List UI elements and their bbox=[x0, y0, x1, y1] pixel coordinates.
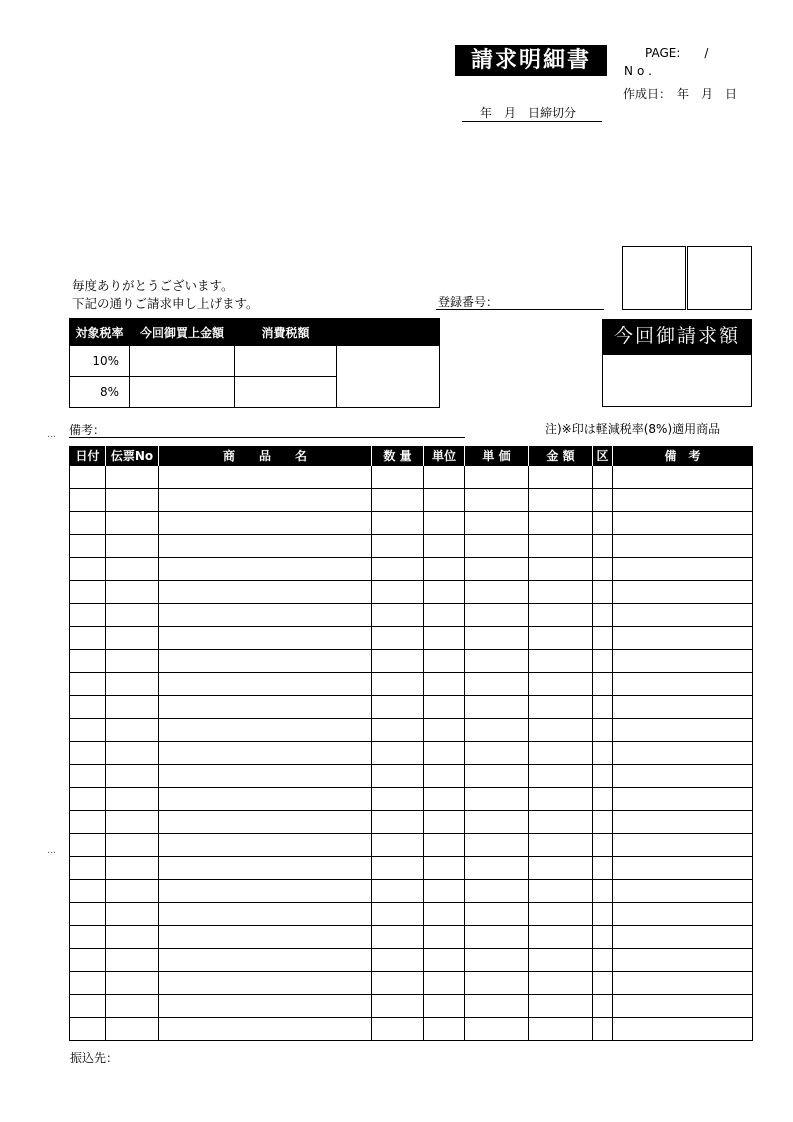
table-row bbox=[70, 949, 753, 972]
col-amount: 金 額 bbox=[529, 446, 593, 466]
table-cell bbox=[529, 788, 593, 811]
table-cell bbox=[465, 489, 529, 512]
table-cell bbox=[372, 466, 424, 489]
tax-header-blank bbox=[337, 319, 440, 346]
margin-mark-middle: … bbox=[47, 846, 56, 856]
table-cell bbox=[613, 627, 753, 650]
remarks-label: 備考： bbox=[69, 423, 106, 437]
table-cell bbox=[106, 627, 159, 650]
table-cell bbox=[593, 857, 613, 880]
table-cell bbox=[593, 880, 613, 903]
table-cell bbox=[372, 489, 424, 512]
table-row bbox=[70, 558, 753, 581]
table-cell bbox=[593, 811, 613, 834]
table-cell bbox=[106, 857, 159, 880]
table-cell bbox=[70, 926, 106, 949]
table-cell bbox=[593, 765, 613, 788]
table-cell bbox=[372, 581, 424, 604]
table-cell bbox=[159, 627, 372, 650]
table-row bbox=[70, 604, 753, 627]
document-title: 請求明細書 bbox=[455, 45, 607, 76]
table-cell bbox=[372, 558, 424, 581]
table-row bbox=[70, 719, 753, 742]
table-cell bbox=[593, 719, 613, 742]
table-row bbox=[70, 696, 753, 719]
table-cell bbox=[613, 558, 753, 581]
table-cell bbox=[613, 972, 753, 995]
table-cell bbox=[159, 811, 372, 834]
table-cell bbox=[593, 742, 613, 765]
table-cell bbox=[70, 604, 106, 627]
table-cell bbox=[106, 558, 159, 581]
table-cell bbox=[372, 512, 424, 535]
col-unit: 単位 bbox=[424, 446, 465, 466]
table-cell bbox=[529, 995, 593, 1018]
remarks-underline bbox=[69, 437, 465, 438]
table-cell bbox=[372, 627, 424, 650]
table-cell bbox=[372, 903, 424, 926]
table-cell bbox=[70, 558, 106, 581]
table-cell bbox=[424, 995, 465, 1018]
table-cell bbox=[529, 742, 593, 765]
table-cell bbox=[159, 857, 372, 880]
table-cell bbox=[159, 696, 372, 719]
table-cell bbox=[465, 880, 529, 903]
table-cell bbox=[593, 512, 613, 535]
col-quantity: 数 量 bbox=[372, 446, 424, 466]
table-cell bbox=[372, 995, 424, 1018]
margin-mark-top: … bbox=[47, 430, 56, 440]
table-cell bbox=[465, 673, 529, 696]
table-cell bbox=[70, 650, 106, 673]
table-cell bbox=[613, 581, 753, 604]
table-cell bbox=[613, 995, 753, 1018]
table-cell bbox=[465, 1018, 529, 1041]
table-cell bbox=[159, 673, 372, 696]
table-cell bbox=[106, 489, 159, 512]
table-cell bbox=[424, 696, 465, 719]
table-cell bbox=[424, 719, 465, 742]
table-cell bbox=[372, 765, 424, 788]
tax-rate-10: 10% bbox=[70, 346, 130, 377]
table-cell bbox=[613, 650, 753, 673]
table-cell bbox=[529, 581, 593, 604]
table-cell bbox=[159, 972, 372, 995]
detail-table-body bbox=[70, 466, 753, 1041]
table-cell bbox=[613, 788, 753, 811]
table-cell bbox=[159, 535, 372, 558]
tax-summary-table bbox=[69, 318, 440, 408]
table-row bbox=[70, 1018, 753, 1041]
table-cell bbox=[613, 903, 753, 926]
table-row bbox=[70, 742, 753, 765]
table-cell bbox=[106, 972, 159, 995]
table-cell bbox=[372, 880, 424, 903]
table-cell bbox=[593, 581, 613, 604]
table-cell bbox=[372, 834, 424, 857]
table-cell bbox=[465, 834, 529, 857]
table-cell bbox=[106, 880, 159, 903]
table-cell bbox=[70, 834, 106, 857]
table-cell bbox=[613, 535, 753, 558]
table-cell bbox=[372, 696, 424, 719]
grand-total-box bbox=[602, 354, 752, 407]
col-slip-no: 伝票No bbox=[106, 446, 159, 466]
table-row bbox=[70, 903, 753, 926]
table-cell bbox=[529, 719, 593, 742]
table-cell bbox=[70, 857, 106, 880]
table-cell bbox=[372, 788, 424, 811]
table-cell bbox=[424, 926, 465, 949]
table-cell bbox=[593, 972, 613, 995]
table-cell bbox=[465, 719, 529, 742]
table-cell bbox=[593, 1018, 613, 1041]
table-cell bbox=[159, 558, 372, 581]
table-cell bbox=[593, 673, 613, 696]
table-cell bbox=[106, 834, 159, 857]
table-cell bbox=[613, 466, 753, 489]
table-row bbox=[70, 673, 753, 696]
greeting-line-2: 下記の通りご請求申し上げます。 bbox=[72, 296, 259, 311]
table-cell bbox=[372, 949, 424, 972]
table-cell bbox=[529, 489, 593, 512]
table-cell bbox=[529, 811, 593, 834]
table-row bbox=[70, 995, 753, 1018]
greeting-line-1: 毎度ありがとうございます。 bbox=[72, 278, 234, 293]
table-cell bbox=[159, 765, 372, 788]
table-cell bbox=[529, 466, 593, 489]
table-cell bbox=[159, 489, 372, 512]
col-date: 日付 bbox=[70, 446, 106, 466]
table-cell bbox=[159, 788, 372, 811]
table-cell bbox=[593, 696, 613, 719]
table-cell bbox=[465, 604, 529, 627]
table-cell bbox=[372, 535, 424, 558]
table-cell bbox=[424, 581, 465, 604]
table-cell bbox=[465, 857, 529, 880]
table-cell bbox=[70, 811, 106, 834]
table-cell bbox=[159, 466, 372, 489]
tax-amount-10 bbox=[130, 346, 235, 377]
table-cell bbox=[70, 489, 106, 512]
table-cell bbox=[613, 719, 753, 742]
table-cell bbox=[106, 765, 159, 788]
table-cell bbox=[613, 857, 753, 880]
table-cell bbox=[159, 903, 372, 926]
table-cell bbox=[424, 811, 465, 834]
table-cell bbox=[593, 834, 613, 857]
table-cell bbox=[106, 742, 159, 765]
table-cell bbox=[529, 926, 593, 949]
table-row bbox=[70, 581, 753, 604]
tax-header-rate: 対象税率 bbox=[70, 319, 130, 346]
table-cell bbox=[106, 926, 159, 949]
table-cell bbox=[593, 489, 613, 512]
table-cell bbox=[106, 696, 159, 719]
table-cell bbox=[372, 1018, 424, 1041]
table-cell bbox=[424, 857, 465, 880]
table-cell bbox=[70, 535, 106, 558]
table-cell bbox=[465, 742, 529, 765]
table-cell bbox=[70, 788, 106, 811]
table-cell bbox=[593, 558, 613, 581]
seal-box-right bbox=[687, 246, 752, 310]
table-cell bbox=[613, 673, 753, 696]
table-cell bbox=[529, 880, 593, 903]
table-cell bbox=[70, 673, 106, 696]
table-cell bbox=[159, 650, 372, 673]
table-cell bbox=[424, 949, 465, 972]
table-cell bbox=[106, 650, 159, 673]
table-cell bbox=[465, 811, 529, 834]
table-cell bbox=[465, 903, 529, 926]
registration-number-underline bbox=[436, 309, 604, 310]
table-cell bbox=[529, 903, 593, 926]
table-cell bbox=[465, 765, 529, 788]
table-cell bbox=[70, 880, 106, 903]
closing-date-label: 年 月 日締切分 bbox=[480, 106, 577, 120]
col-product-name: 商 品 名 bbox=[159, 446, 372, 466]
table-cell bbox=[613, 811, 753, 834]
table-row bbox=[70, 650, 753, 673]
table-cell bbox=[70, 466, 106, 489]
table-cell bbox=[529, 949, 593, 972]
table-cell bbox=[372, 719, 424, 742]
table-cell bbox=[424, 558, 465, 581]
table-row bbox=[70, 857, 753, 880]
table-cell bbox=[529, 627, 593, 650]
table-cell bbox=[593, 995, 613, 1018]
table-cell bbox=[372, 972, 424, 995]
table-cell bbox=[372, 742, 424, 765]
table-cell bbox=[593, 466, 613, 489]
transfer-label: 振込先： bbox=[70, 1051, 119, 1065]
detail-table bbox=[69, 446, 753, 1041]
table-row bbox=[70, 535, 753, 558]
table-cell bbox=[424, 834, 465, 857]
table-cell bbox=[159, 949, 372, 972]
table-cell bbox=[424, 512, 465, 535]
table-cell bbox=[424, 880, 465, 903]
table-cell bbox=[70, 1018, 106, 1041]
table-cell bbox=[613, 834, 753, 857]
table-cell bbox=[70, 765, 106, 788]
table-cell bbox=[159, 604, 372, 627]
table-cell bbox=[159, 926, 372, 949]
table-cell bbox=[593, 903, 613, 926]
tax-rate-8: 8% bbox=[70, 377, 130, 408]
table-cell bbox=[424, 903, 465, 926]
tax-header-tax: 消費税額 bbox=[235, 319, 337, 346]
table-cell bbox=[593, 604, 613, 627]
table-row bbox=[70, 765, 753, 788]
table-cell bbox=[70, 903, 106, 926]
page-label: PAGE: / bbox=[645, 46, 709, 60]
table-cell bbox=[106, 995, 159, 1018]
table-cell bbox=[70, 949, 106, 972]
table-cell bbox=[159, 719, 372, 742]
table-cell bbox=[372, 926, 424, 949]
table-cell bbox=[106, 949, 159, 972]
col-category: 区 bbox=[593, 446, 613, 466]
table-cell bbox=[106, 719, 159, 742]
table-cell bbox=[424, 673, 465, 696]
table-cell bbox=[465, 926, 529, 949]
table-cell bbox=[593, 650, 613, 673]
table-cell bbox=[70, 719, 106, 742]
tax-amount-8 bbox=[130, 377, 235, 408]
table-cell bbox=[106, 903, 159, 926]
table-cell bbox=[106, 512, 159, 535]
table-cell bbox=[593, 627, 613, 650]
table-cell bbox=[70, 627, 106, 650]
table-cell bbox=[424, 1018, 465, 1041]
table-cell bbox=[613, 1018, 753, 1041]
closing-date-underline bbox=[462, 121, 602, 122]
table-cell bbox=[372, 673, 424, 696]
table-cell bbox=[424, 489, 465, 512]
table-cell bbox=[613, 742, 753, 765]
table-cell bbox=[593, 535, 613, 558]
table-cell bbox=[613, 949, 753, 972]
table-cell bbox=[465, 512, 529, 535]
table-cell bbox=[529, 535, 593, 558]
table-cell bbox=[372, 811, 424, 834]
table-cell bbox=[106, 535, 159, 558]
table-row bbox=[70, 880, 753, 903]
table-cell bbox=[424, 627, 465, 650]
table-cell bbox=[106, 466, 159, 489]
table-row bbox=[70, 834, 753, 857]
registration-number-label: 登録番号： bbox=[438, 295, 499, 309]
table-cell bbox=[424, 788, 465, 811]
table-cell bbox=[465, 972, 529, 995]
table-cell bbox=[424, 535, 465, 558]
table-cell bbox=[593, 926, 613, 949]
table-cell bbox=[529, 558, 593, 581]
table-cell bbox=[372, 604, 424, 627]
table-cell bbox=[613, 604, 753, 627]
table-cell bbox=[613, 880, 753, 903]
table-cell bbox=[424, 650, 465, 673]
table-cell bbox=[106, 673, 159, 696]
table-cell bbox=[106, 581, 159, 604]
table-cell bbox=[424, 972, 465, 995]
table-cell bbox=[159, 1018, 372, 1041]
table-cell bbox=[70, 512, 106, 535]
table-cell bbox=[465, 995, 529, 1018]
table-cell bbox=[70, 696, 106, 719]
table-cell bbox=[106, 604, 159, 627]
created-date-label: 作成日： 年 月 日 bbox=[623, 87, 738, 101]
table-cell bbox=[465, 650, 529, 673]
col-remarks: 備 考 bbox=[613, 446, 753, 466]
tax-total-cell bbox=[337, 346, 440, 408]
table-cell bbox=[465, 696, 529, 719]
table-cell bbox=[106, 1018, 159, 1041]
table-cell bbox=[465, 627, 529, 650]
col-unit-price: 単 価 bbox=[465, 446, 529, 466]
table-cell bbox=[613, 696, 753, 719]
table-cell bbox=[159, 995, 372, 1018]
table-cell bbox=[465, 558, 529, 581]
table-cell bbox=[372, 857, 424, 880]
table-row bbox=[70, 489, 753, 512]
table-cell bbox=[159, 512, 372, 535]
table-cell bbox=[70, 995, 106, 1018]
table-row bbox=[70, 466, 753, 489]
table-row bbox=[70, 512, 753, 535]
table-cell bbox=[70, 581, 106, 604]
table-cell bbox=[424, 466, 465, 489]
table-cell bbox=[613, 765, 753, 788]
table-cell bbox=[613, 926, 753, 949]
table-cell bbox=[529, 1018, 593, 1041]
table-cell bbox=[465, 581, 529, 604]
table-cell bbox=[529, 512, 593, 535]
table-cell bbox=[529, 834, 593, 857]
table-cell bbox=[529, 650, 593, 673]
table-cell bbox=[529, 673, 593, 696]
table-cell bbox=[529, 857, 593, 880]
number-label: No. bbox=[624, 64, 656, 78]
reduced-tax-note: 注)※印は軽減税率(8%)適用商品 bbox=[545, 422, 721, 436]
table-cell bbox=[159, 880, 372, 903]
table-cell bbox=[613, 512, 753, 535]
table-row bbox=[70, 926, 753, 949]
table-cell bbox=[529, 972, 593, 995]
table-cell bbox=[465, 788, 529, 811]
table-cell bbox=[159, 581, 372, 604]
table-cell bbox=[106, 811, 159, 834]
table-cell bbox=[529, 765, 593, 788]
tax-header-amount: 今回御買上金額 bbox=[130, 319, 235, 346]
table-cell bbox=[424, 765, 465, 788]
table-cell bbox=[529, 696, 593, 719]
seal-box-left bbox=[622, 246, 686, 310]
table-cell bbox=[529, 604, 593, 627]
tax-value-8 bbox=[235, 377, 337, 408]
grand-total-label: 今回御請求額 bbox=[602, 319, 752, 354]
table-cell bbox=[613, 489, 753, 512]
table-cell bbox=[465, 466, 529, 489]
table-cell bbox=[159, 834, 372, 857]
table-cell bbox=[424, 742, 465, 765]
table-cell bbox=[372, 650, 424, 673]
table-row bbox=[70, 972, 753, 995]
table-row bbox=[70, 811, 753, 834]
table-cell bbox=[465, 949, 529, 972]
table-cell bbox=[593, 949, 613, 972]
table-cell bbox=[70, 742, 106, 765]
table-cell bbox=[70, 972, 106, 995]
table-row bbox=[70, 627, 753, 650]
table-cell bbox=[465, 535, 529, 558]
table-row bbox=[70, 788, 753, 811]
tax-value-10 bbox=[235, 346, 337, 377]
table-cell bbox=[424, 604, 465, 627]
table-cell bbox=[593, 788, 613, 811]
table-cell bbox=[159, 742, 372, 765]
table-cell bbox=[106, 788, 159, 811]
